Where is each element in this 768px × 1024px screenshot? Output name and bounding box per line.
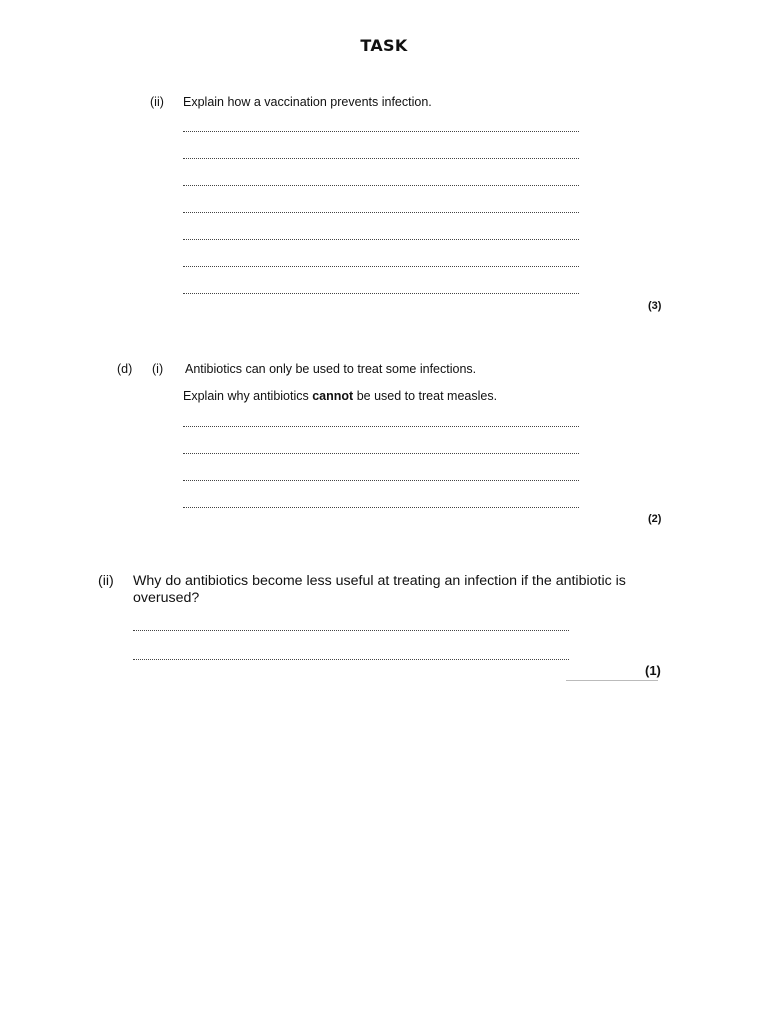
answer-line[interactable] [183, 239, 579, 240]
question-d-ii-label: (ii) [98, 573, 114, 589]
question-c-ii-prompt: Explain how a vaccination prevents infection. [183, 95, 432, 109]
answer-line[interactable] [183, 453, 579, 454]
marks-label: (1) [645, 663, 661, 678]
question-d-part-label: (d) [117, 362, 133, 376]
answer-line[interactable] [183, 158, 579, 159]
marks-label: (3) [648, 300, 662, 312]
answer-line[interactable] [183, 480, 579, 481]
answer-line[interactable] [183, 293, 579, 294]
question-d-i-label: (i) [152, 362, 164, 376]
question-d-ii-prompt-line2: overused? [133, 590, 200, 606]
answer-line[interactable] [133, 659, 569, 660]
answer-line[interactable] [183, 266, 579, 267]
answer-line[interactable] [183, 507, 579, 508]
answer-line[interactable] [183, 185, 579, 186]
marks-label: (2) [648, 513, 662, 525]
prompt-text: Explain why antibiotics [183, 389, 313, 403]
answer-line[interactable] [183, 212, 579, 213]
scan-artifact [566, 680, 658, 681]
prompt-emphasis: cannot [312, 389, 354, 403]
answer-line[interactable] [133, 630, 569, 631]
question-d-ii-prompt-line1: Why do antibiotics become less useful at treating an infection if the antibiotic is [133, 573, 626, 589]
answer-line[interactable] [183, 426, 579, 427]
question-c-ii-label: (ii) [150, 95, 164, 109]
question-d-prompt [183, 389, 497, 403]
question-d-statement: Antibiotics can only be used to treat some infections. [185, 362, 477, 376]
page-title: TASK [360, 36, 408, 55]
answer-line[interactable] [183, 131, 579, 132]
prompt-text: be used to treat measles. [353, 389, 498, 403]
